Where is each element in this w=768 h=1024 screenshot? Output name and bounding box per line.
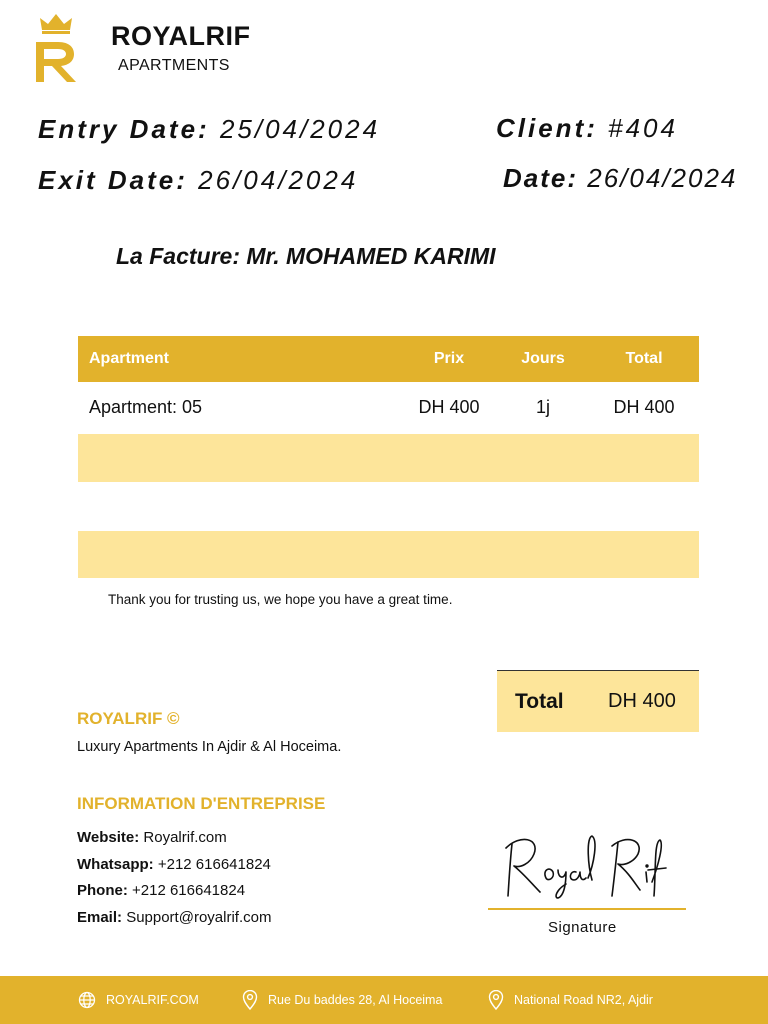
phone-label: Phone: (77, 882, 128, 899)
total-label: Total (515, 690, 564, 713)
whatsapp-value: +212 616641824 (157, 856, 271, 873)
entry-date (38, 114, 380, 145)
cell-apartment: Apartment: 05 (89, 396, 203, 417)
exit-date-value: 26/04/2024 (198, 165, 359, 195)
table-row-empty (78, 531, 699, 578)
cell-prix: DH 400 (418, 396, 480, 417)
client-value: #404 (608, 113, 678, 143)
cell-jours: 1j (535, 396, 550, 417)
client-number (496, 113, 678, 144)
entry-date-value: 25/04/2024 (219, 114, 381, 144)
header-prix: Prix (433, 350, 465, 367)
email-value[interactable]: Support@royalrif.com (126, 909, 272, 926)
brand-subtitle: APARTMENTS (118, 57, 230, 74)
website-line (77, 829, 227, 846)
table-row-empty (78, 434, 699, 482)
footer-website[interactable] (78, 976, 199, 1024)
website-label: Website: (77, 829, 140, 846)
company-title: ROYALRIF © (77, 709, 180, 728)
footer-address-hoceima (242, 976, 442, 1024)
website-value[interactable]: Royalrif.com (143, 829, 227, 846)
globe-icon (78, 991, 96, 1009)
total-value: DH 400 (608, 690, 676, 712)
invoice-date-label: Date: (503, 163, 579, 193)
email-label: Email: (77, 909, 123, 926)
whatsapp-label: Whatsapp: (77, 856, 154, 873)
info-title: INFORMATION D'ENTREPRISE (77, 794, 326, 813)
footer-bar (0, 976, 768, 1024)
signature-label: Signature (548, 919, 617, 936)
location-pin-icon (488, 990, 504, 1010)
whatsapp-line (77, 856, 271, 873)
royalrif-logo-icon (30, 8, 82, 84)
cell-total: DH 400 (613, 396, 675, 417)
header-total: Total (625, 350, 663, 367)
phone-value: +212 616641824 (132, 882, 246, 899)
invoice-date-value: 26/04/2024 (587, 163, 738, 193)
header-jours: Jours (521, 350, 565, 367)
footer-website-text: ROYALRIF.COM (106, 993, 199, 1007)
exit-date (38, 165, 358, 196)
header-apartment: Apartment (89, 350, 170, 367)
location-pin-icon (242, 990, 258, 1010)
footer-address1-text: Rue Du baddes 28, Al Hoceima (268, 993, 443, 1007)
exit-date-label: Exit Date: (38, 165, 188, 195)
invoice-recipient: La Facture: Mr. MOHAMED KARIMI (116, 243, 496, 269)
table-row-empty (78, 483, 699, 531)
signature-line (488, 908, 686, 910)
total-box (497, 670, 699, 732)
entry-date-label: Entry Date: (38, 114, 210, 144)
signature-image (500, 826, 670, 902)
footer-address-ajdir (488, 976, 653, 1024)
brand-name: ROYALRIF (111, 21, 251, 51)
thank-you-note: Thank you for trusting us, we hope you have a great time. (108, 592, 453, 607)
table-row (78, 383, 699, 431)
email-line (77, 909, 271, 926)
phone-line (77, 882, 245, 899)
table-header (78, 336, 699, 382)
footer-address2-text: National Road NR2, Ajdir (514, 993, 653, 1007)
client-label: Client: (496, 113, 598, 143)
invoice-date (503, 163, 737, 194)
company-tagline: Luxury Apartments In Ajdir & Al Hoceima. (77, 739, 342, 755)
